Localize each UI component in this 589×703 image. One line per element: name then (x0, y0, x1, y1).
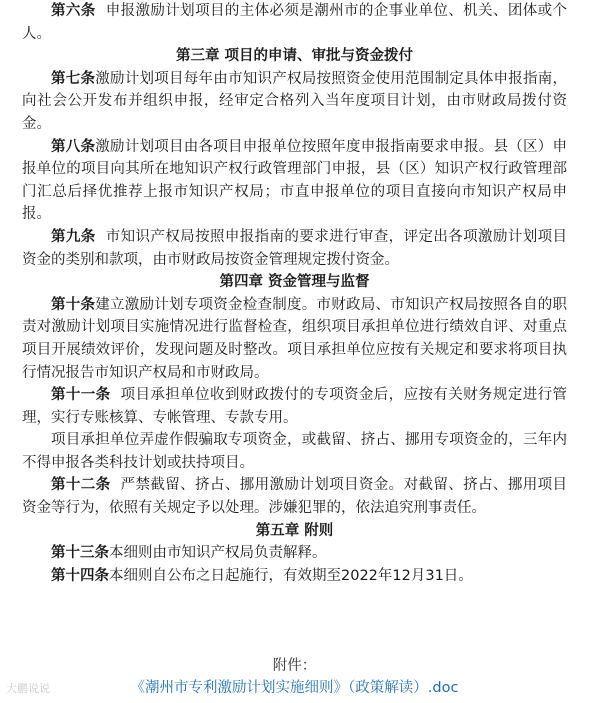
article-label: 第六条 (51, 3, 96, 19)
article-text: 严禁截留、挤占、挪用激励计划项目资金。对截留、挤占、挪用项目资金等行为，依照有关规定予以处理。涉嫌犯罪的，依法追究刑事责任。 (22, 477, 568, 517)
article-label: 第九条 (51, 228, 96, 245)
article-label: 第十三条 (51, 545, 109, 562)
article-14 (22, 565, 567, 588)
article-label: 第十二条 (51, 477, 111, 494)
article-text: 申报激励计划项目的主体必须是潮州市的企事业单位、机关、团体或个人。 (22, 3, 568, 42)
article-13 (22, 542, 567, 565)
article-text: 本细则自公布之日起施行，有效期至2022年12月31日。 (109, 567, 473, 584)
article-label: 第八条 (51, 138, 96, 155)
article-text: 项目承担单位收到财政拨付的专项资金后，应按有关财务规定进行管理，实行专账核算、专帐管理、专款专用。 (22, 387, 568, 426)
article-text: 建立激励计划专项资金检查制度。市财政局、市知识产权局按照各自的职责对激励计划项目实施情况进行监督检查，组织项目承担单位进行绩效自评、对重点项目开展绩效评价，发现问题及时整改。项目承担单位应按有关规定和要求将项目执行情况报告市知识产权局和市财政局。 (22, 296, 567, 381)
chapter-5-heading: 第五章 附则 (255, 522, 334, 539)
chapter-3-heading: 第三章 项目的申请、审批与资金拨付 (175, 48, 414, 65)
article-label: 第十一条 (51, 387, 111, 404)
article-7 (22, 68, 567, 136)
article-10 (22, 294, 567, 384)
article-label: 第十条 (51, 296, 96, 313)
article-12 (22, 474, 567, 519)
article-text: 本细则由市知识产权局负责解释。 (109, 545, 327, 562)
article-label: 第七条 (51, 70, 96, 87)
watermark: 大鹏说说 (6, 682, 50, 695)
article-11-paragraph-2 (22, 429, 567, 474)
paragraph-text: 项目承担单位弄虚作假骗取专项资金，或截留、挤占、挪用专项资金的，三年内不得申报各类科技计划或扶持项目。 (22, 432, 567, 471)
article-text: 激励计划项目每年由市知识产权局按照资金使用范围制定具体申报指南，向社会公开发布并组织申报，经审定合格列入当年度项目计划，由市财政局拨付资金。 (22, 70, 567, 132)
article-6 (22, 0, 567, 45)
attachment-label: 附件： (272, 658, 317, 674)
article-8 (22, 136, 567, 226)
article-label: 第十四条 (51, 567, 109, 584)
article-text: 激励计划项目由各项目申报单位按照年度申报指南要求申报。县（区）申报单位的项目向其所在地知识产权行政管理部门申报，县（区）知识产权行政管理部门汇总后择优推荐上报市知识产权局；市直申报单位的项目直接向市知识产权局申报。 (22, 138, 567, 223)
article-text: 市知识产权局按照申报指南的要求进行审查，评定出各项激励计划项目资金的类别和款项，由市财政局按资金管理规定拨付资金。 (22, 228, 568, 268)
attachment-link[interactable]: 《潮州市专利激励计划实施细则》（政策解读）.doc (130, 680, 459, 696)
article-11 (22, 384, 567, 429)
chapter-4-heading: 第四章 资金管理与监督 (219, 274, 370, 291)
article-9 (22, 226, 567, 271)
